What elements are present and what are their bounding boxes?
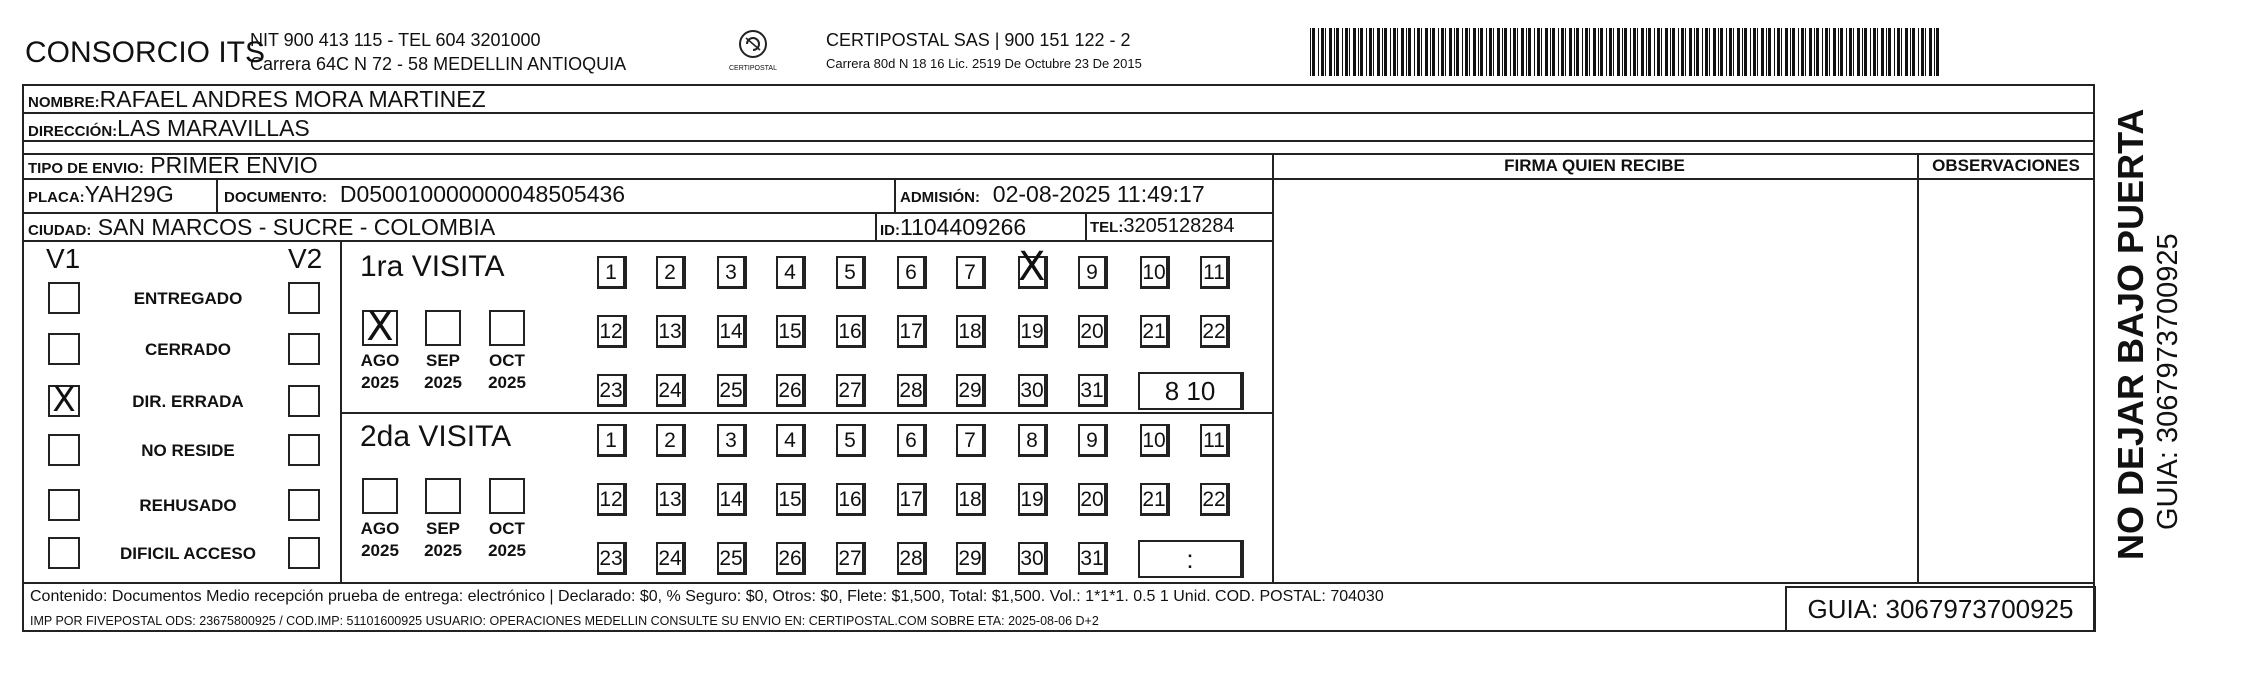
first-month-checkbox[interactable] — [425, 310, 461, 346]
second-month-checkbox[interactable] — [425, 478, 461, 514]
second-day-box[interactable]: 26 — [776, 542, 806, 575]
placa-cell — [28, 181, 174, 208]
tel-value: 3205128284 — [1123, 215, 1235, 237]
second-day-box[interactable]: 20 — [1078, 483, 1108, 516]
second-day-box[interactable]: 8 — [1018, 424, 1048, 457]
first-time-box[interactable]: 8 10 — [1138, 372, 1244, 410]
status-label: REHUSADO — [139, 496, 237, 515]
ciudad-cell — [28, 214, 495, 241]
second-day-box[interactable]: 31 — [1078, 542, 1108, 575]
nombre-label: NOMBRE: — [28, 94, 100, 111]
first-day-box[interactable]: 13 — [656, 315, 686, 348]
company-name: CONSORCIO ITS — [25, 36, 266, 69]
first-month-label: AGO 2025 — [360, 351, 400, 392]
documento-cell — [224, 181, 625, 208]
v2-checkbox[interactable] — [288, 282, 320, 314]
ciudad-label: CIUDAD: — [28, 222, 92, 239]
admision-cell — [900, 181, 1205, 208]
placa-value: YAH29G — [84, 181, 174, 207]
first-day-box[interactable]: 9 — [1078, 256, 1108, 289]
second-day-box[interactable]: 16 — [836, 483, 866, 516]
v2-checkbox[interactable] — [288, 489, 320, 521]
second-day-box[interactable]: 6 — [897, 424, 927, 457]
second-day-box[interactable]: 19 — [1018, 483, 1048, 516]
first-month-label: SEP 2025 — [424, 351, 462, 392]
v1-header: V1 — [46, 243, 81, 274]
certipostal-info — [826, 28, 1142, 76]
first-day-box[interactable]: 31 — [1078, 374, 1108, 407]
second-day-box[interactable]: 2 — [656, 424, 686, 457]
first-day-box[interactable]: 24 — [656, 374, 686, 407]
first-day-box[interactable]: 30 — [1018, 374, 1048, 407]
first-day-box[interactable]: 25 — [717, 374, 747, 407]
direccion-label: DIRECCIÓN: — [28, 123, 118, 140]
footer-content: Contenido: Documentos Medio recepción prueba de entrega: electrónico | Declarado: $0, % Seguro: $0, Otros: $0, Flete: $1,500, Total: $1,500. Vol.: 1*1*1. 0.5 1 Unid. COD. POSTAL: 704030 — [30, 588, 1384, 605]
status-label: CERRADO — [145, 340, 231, 359]
no-dejar-text: NO DEJAR BAJO PUERTA — [2110, 108, 2151, 560]
second-visit-title: 2da VISITA — [360, 420, 512, 453]
certipostal-sub: Carrera 80d N 18 16 Lic. 2519 De Octubre 23 De 2015 — [826, 56, 1142, 71]
v1-checkbox[interactable] — [48, 489, 80, 521]
second-day-box[interactable]: 4 — [776, 424, 806, 457]
first-day-box[interactable]: 14 — [717, 315, 747, 348]
status-label: DIFICIL ACCESO — [119, 544, 256, 563]
first-day-box[interactable]: 7 — [956, 256, 986, 289]
v1-checkbox[interactable] — [48, 434, 80, 466]
first-month-checkbox[interactable] — [489, 310, 525, 346]
footer-print-info: IMP POR FIVEPOSTAL ODS: 23675800925 / COD.IMP: 51101600925 USUARIO: OPERACIONES MEDELLIN CONSULTE SU ENVIO EN: CERTIPOSTAL.COM SOBRE ETA: 2025-08-06 D+2 — [30, 614, 1099, 628]
admision-value: 02-08-2025 11:49:17 — [992, 181, 1205, 207]
id-cell — [880, 214, 1026, 241]
second-day-box[interactable]: 18 — [956, 483, 986, 516]
status-label: ENTREGADO — [133, 289, 243, 308]
first-day-box[interactable]: 1 — [597, 256, 627, 289]
firma-header: FIRMA QUIEN RECIBE — [1504, 156, 1685, 175]
first-day-box[interactable]: 19 — [1018, 315, 1048, 348]
side-guia-text: GUIA: 3067973700925 — [2152, 233, 2184, 530]
first-day-box[interactable]: 2 — [656, 256, 686, 289]
ciudad-value: SAN MARCOS - SUCRE - COLOMBIA — [97, 214, 496, 240]
second-day-box[interactable]: 9 — [1078, 424, 1108, 457]
first-day-box[interactable]: 16 — [836, 315, 866, 348]
second-day-box[interactable]: 1 — [597, 424, 627, 457]
tipo-value: PRIMER ENVIO — [150, 152, 318, 178]
certipostal-line: CERTIPOSTAL SAS | 900 151 122 - 2 — [826, 30, 1131, 50]
second-day-box[interactable]: 3 — [717, 424, 747, 457]
v2-checkbox[interactable] — [288, 385, 320, 417]
first-day-box[interactable]: 22 — [1200, 315, 1230, 348]
second-day-box[interactable]: 10 — [1140, 424, 1170, 457]
first-day-box[interactable]: 4 — [776, 256, 806, 289]
second-month-label: OCT 2025 — [488, 519, 526, 560]
nombre-row — [28, 86, 486, 113]
address-line: Carrera 64C N 72 - 58 MEDELLIN ANTIOQUIA — [250, 54, 627, 74]
first-day-box[interactable] — [1018, 244, 1048, 290]
v1-checkbox[interactable] — [48, 537, 80, 569]
documento-value: D050010000000048505436 — [339, 181, 626, 207]
second-month-checkbox[interactable] — [489, 478, 525, 514]
first-day-box[interactable]: 6 — [897, 256, 927, 289]
first-day-box[interactable]: 10 — [1140, 256, 1170, 289]
second-day-box[interactable]: 12 — [597, 483, 627, 516]
second-day-box[interactable]: 28 — [897, 542, 927, 575]
second-month-label: AGO 2025 — [360, 519, 400, 560]
v2-header: V2 — [288, 243, 323, 274]
logo-text: CERTIPOSTAL — [729, 65, 777, 72]
guia-number: GUIA: 3067973700925 — [1785, 586, 2096, 632]
status-label: DIR. ERRADA — [132, 392, 244, 411]
status-label: NO RESIDE — [141, 441, 235, 460]
first-day-box[interactable]: 18 — [956, 315, 986, 348]
second-day-box[interactable]: 14 — [717, 483, 747, 516]
second-day-box[interactable]: 11 — [1200, 424, 1230, 457]
v2-checkbox[interactable] — [288, 333, 320, 365]
documento-label: DOCUMENTO: — [224, 189, 328, 206]
first-day-box[interactable]: 21 — [1140, 315, 1170, 348]
first-month-checkbox[interactable]: X — [362, 310, 398, 346]
barcode — [1310, 28, 1940, 76]
second-month-label: SEP 2025 — [424, 519, 462, 560]
first-day-box[interactable]: 17 — [897, 315, 927, 348]
second-day-box[interactable]: 25 — [717, 542, 747, 575]
second-day-box[interactable]: 5 — [836, 424, 866, 457]
second-day-box[interactable]: 21 — [1140, 483, 1170, 516]
id-label: ID: — [880, 222, 900, 239]
v1-checkbox[interactable] — [48, 282, 80, 314]
first-day-box[interactable]: 26 — [776, 374, 806, 407]
second-day-box[interactable]: 13 — [656, 483, 686, 516]
nombre-value: RAFAEL ANDRES MORA MARTINEZ — [99, 86, 486, 112]
first-day-box[interactable]: 15 — [776, 315, 806, 348]
first-day-box[interactable]: 11 — [1200, 256, 1230, 289]
first-day-box[interactable]: 12 — [597, 315, 627, 348]
company-info — [250, 28, 626, 76]
first-day-box[interactable]: 23 — [597, 374, 627, 407]
second-day-box[interactable]: 30 — [1018, 542, 1048, 575]
v1-checkbox[interactable] — [48, 333, 80, 365]
placa-label: PLACA: — [28, 189, 85, 206]
direccion-value: LAS MARAVILLAS — [117, 115, 310, 141]
admision-label: ADMISIÓN: — [900, 189, 980, 206]
observaciones-header: OBSERVACIONES — [1932, 156, 2080, 175]
second-month-checkbox[interactable] — [362, 478, 398, 514]
v1-checkbox[interactable]: X — [48, 385, 80, 417]
direccion-row — [28, 115, 310, 142]
tipo-label: TIPO DE ENVIO: — [28, 160, 144, 177]
second-day-box[interactable]: 22 — [1200, 483, 1230, 516]
first-day-box[interactable]: 28 — [897, 374, 927, 407]
second-day-box[interactable]: 29 — [956, 542, 986, 575]
first-day-box[interactable]: 3 — [717, 256, 747, 289]
observations-area[interactable] — [1919, 180, 2093, 580]
first-day-box[interactable]: 20 — [1078, 315, 1108, 348]
second-day-box[interactable]: 15 — [776, 483, 806, 516]
id-value: 1104409266 — [900, 214, 1027, 240]
nit-line: NIT 900 413 115 - TEL 604 3201000 — [250, 30, 541, 50]
v2-checkbox[interactable] — [288, 537, 320, 569]
tel-cell — [1090, 215, 1235, 238]
tipo-row — [28, 152, 318, 179]
second-time-box[interactable]: : — [1138, 540, 1244, 578]
first-day-box[interactable]: 5 — [836, 256, 866, 289]
first-day-box[interactable]: 27 — [836, 374, 866, 407]
second-day-box[interactable]: 27 — [836, 542, 866, 575]
tel-label: TEL: — [1090, 219, 1124, 236]
first-month-label: OCT 2025 — [488, 351, 526, 392]
second-day-box[interactable]: 7 — [956, 424, 986, 457]
second-day-box[interactable]: 23 — [597, 542, 627, 575]
v2-checkbox[interactable] — [288, 434, 320, 466]
second-day-box[interactable]: 24 — [656, 542, 686, 575]
side-notice — [2110, 109, 2185, 560]
first-visit-title: 1ra VISITA — [360, 250, 505, 283]
day-mark: X — [1018, 244, 1046, 290]
second-day-box[interactable]: 17 — [897, 483, 927, 516]
signature-area[interactable] — [1274, 180, 1915, 580]
first-day-box[interactable]: 29 — [956, 374, 986, 407]
